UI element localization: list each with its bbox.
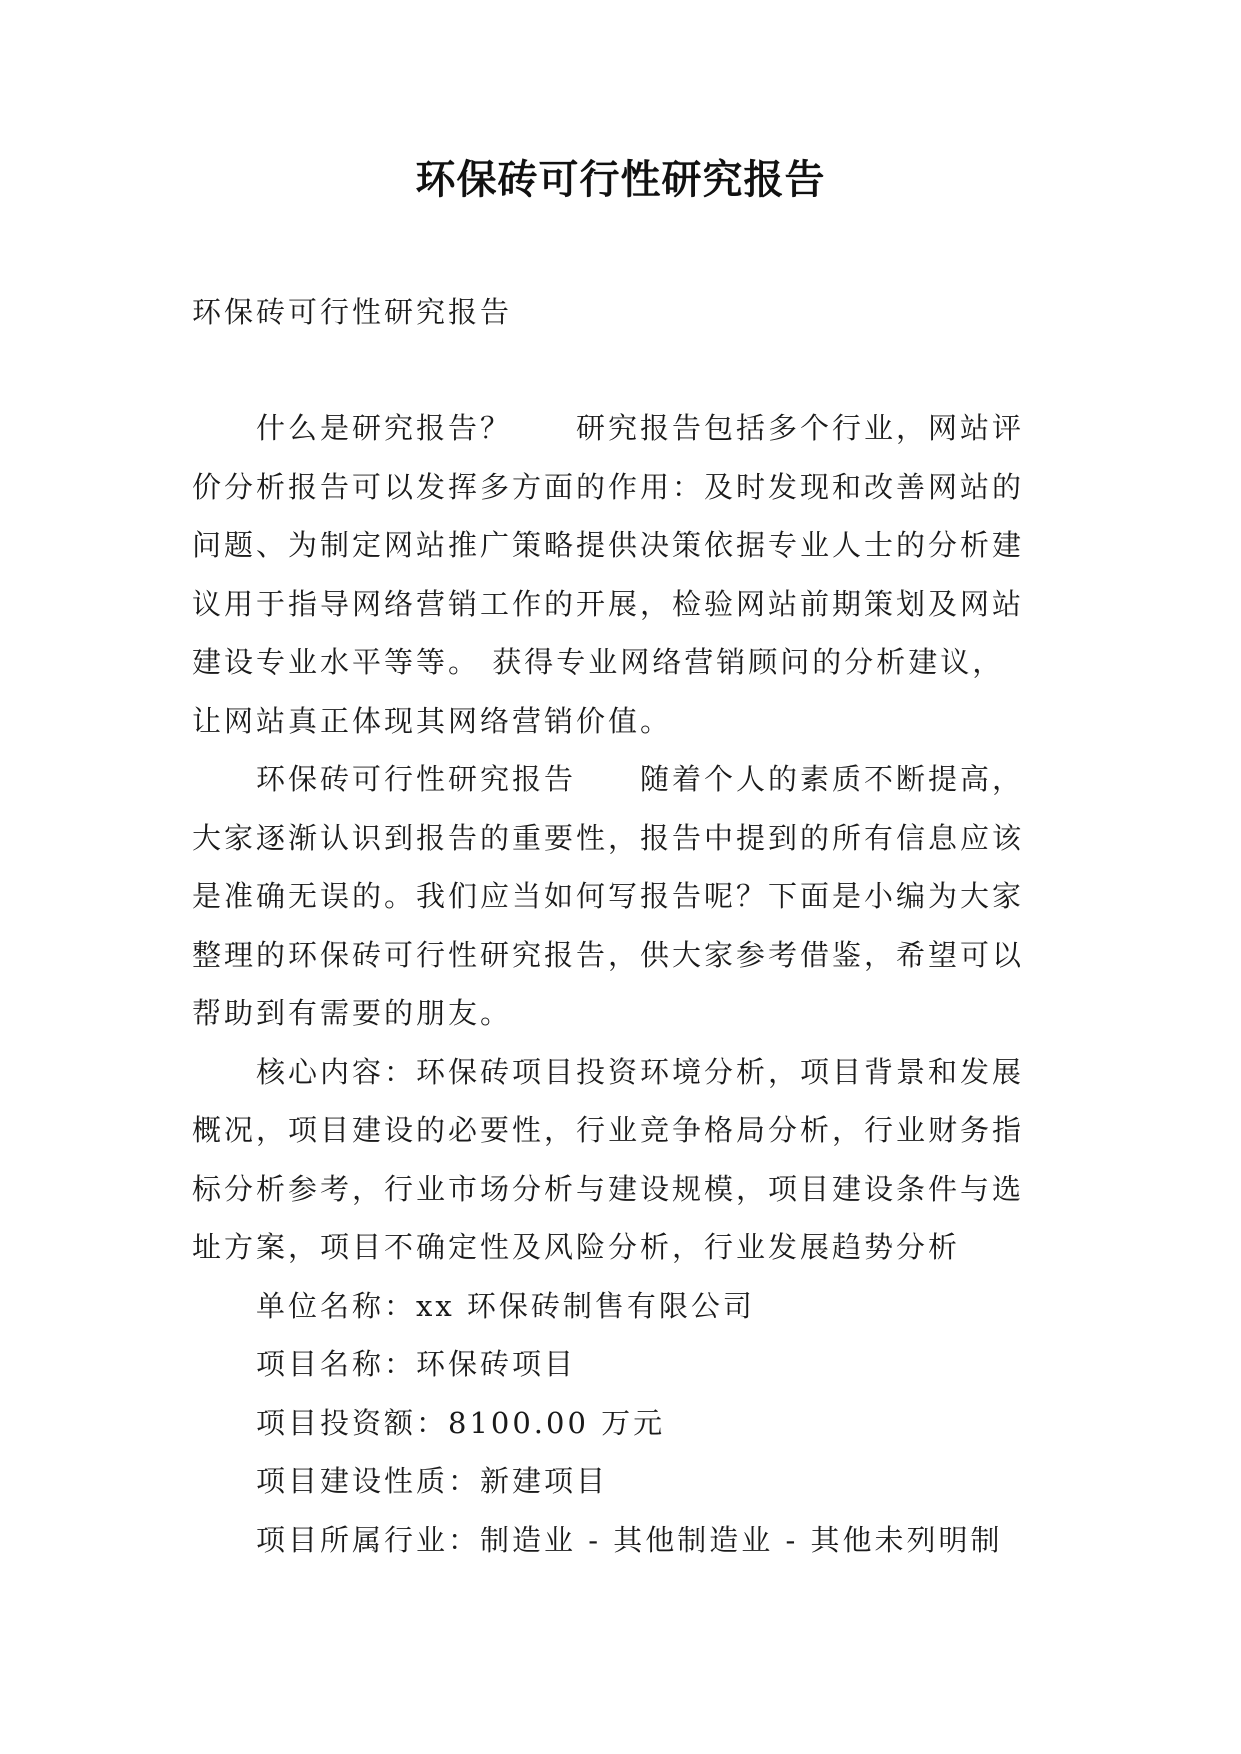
paragraph-line: 址方案，项目不确定性及风险分析，行业发展趋势分析 bbox=[192, 1230, 961, 1264]
document-subtitle: 环保砖可行性研究报告 bbox=[192, 295, 513, 329]
paragraph-intro bbox=[192, 750, 1052, 1043]
paragraph-core-content bbox=[192, 1043, 1052, 1277]
paragraph-lead: 什么是研究报告？ bbox=[256, 411, 513, 445]
paragraph-line: 建设专业水平等等。 获得专业网络营销顾问的分析建议， bbox=[192, 645, 1005, 679]
field-construction-type: 项目建设性质：新建项目 bbox=[256, 1464, 609, 1498]
document-body bbox=[192, 283, 1052, 1569]
paragraph-line: 价分析报告可以发挥多方面的作用：及时发现和改善网站的 bbox=[192, 469, 1025, 504]
paragraph-line: 帮助到有需要的朋友。 bbox=[192, 996, 513, 1030]
paragraph-line: 议用于指导网络营销工作的开展，检验网站前期策划及网站 bbox=[192, 586, 1025, 621]
project-fields bbox=[192, 1277, 1052, 1570]
paragraph-line: 核心内容：环保砖项目投资环境分析，项目背景和发展 bbox=[256, 1054, 1025, 1089]
paragraph-line bbox=[192, 750, 1052, 809]
paragraph-lead: 环保砖可行性研究报告 bbox=[256, 762, 577, 796]
document-title: 环保砖可行性研究报告 bbox=[415, 156, 826, 203]
field-industry: 项目所属行业：制造业 - 其他制造业 - 其他未列明制 bbox=[256, 1522, 1003, 1557]
paragraph-lead-tail: 随着个人的素质不断提高， bbox=[640, 762, 1025, 796]
paragraph-line: 概况，项目建设的必要性，行业竞争格局分析，行业财务指 bbox=[192, 1113, 1025, 1147]
field-project-name: 项目名称：环保砖项目 bbox=[256, 1347, 577, 1381]
paragraph-line: 让网站真正体现其网络营销价值。 bbox=[192, 703, 673, 738]
paragraph-line: 标分析参考，行业市场分析与建设规模，项目建设条件与选 bbox=[192, 1171, 1025, 1206]
paragraph-line: 是准确无误的。我们应当如何写报告呢？下面是小编为大家 bbox=[192, 879, 1025, 913]
paragraph-line bbox=[192, 399, 1052, 458]
paragraph-line: 问题、为制定网站推广策略提供决策依据专业人士的分析建 bbox=[192, 528, 1025, 562]
paragraph-what-is-report bbox=[192, 399, 1052, 750]
blank-line bbox=[192, 341, 1052, 399]
paragraph-lead-tail: 研究报告包括多个行业，网站评 bbox=[576, 411, 1025, 445]
paragraph-line: 大家逐渐认识到报告的重要性，报告中提到的所有信息应该 bbox=[192, 820, 1025, 855]
field-investment: 项目投资额：8100.00 万元 bbox=[256, 1405, 666, 1440]
paragraph-line: 整理的环保砖可行性研究报告，供大家参考借鉴，希望可以 bbox=[192, 937, 1025, 972]
field-company-name: 单位名称：xx 环保砖制售有限公司 bbox=[256, 1288, 755, 1323]
